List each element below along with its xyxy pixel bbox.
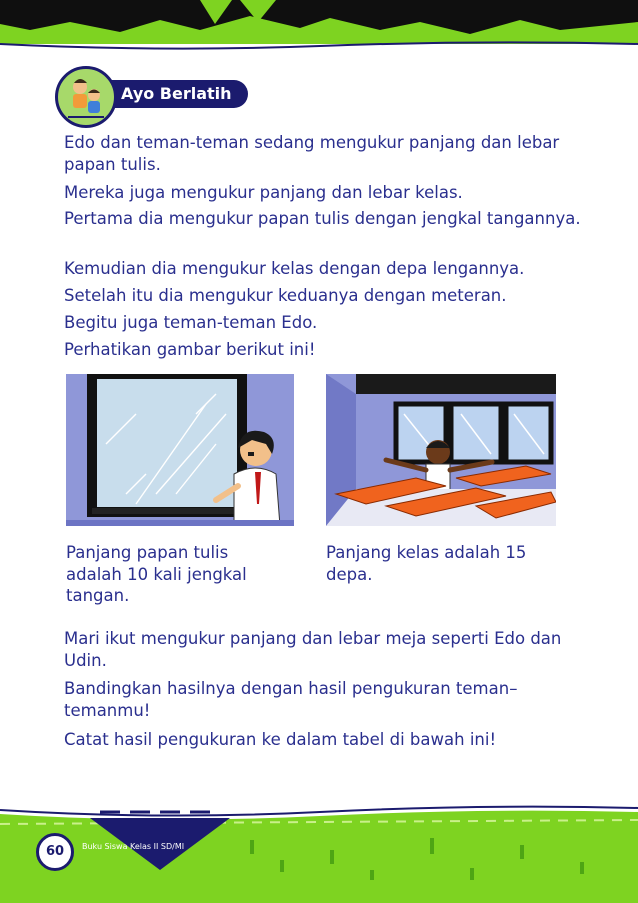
top-decorative-band xyxy=(0,0,638,60)
figure-caption: Panjang papan tulis adalah 10 kali jengkal tangan. xyxy=(66,543,247,605)
intro-paragraph: Pertama dia mengukur papan tulis dengan jengkal tangannya. xyxy=(64,209,581,228)
figure-caption: Panjang kelas adalah 15 depa. xyxy=(326,543,527,584)
intro-paragraph: Setelah itu dia mengukur keduanya dengan meteran. xyxy=(64,286,507,305)
closing-paragraph: Bandingkan hasilnya dengan hasil pengukuran teman–temanmu! xyxy=(64,679,518,720)
section-badge xyxy=(55,66,265,126)
intro-paragraph: Edo dan teman-teman sedang mengukur panjang dan lebar papan tulis. xyxy=(64,133,560,174)
intro-paragraph: Kemudian dia mengukur kelas dengan depa lengannya. xyxy=(64,259,525,278)
intro-paragraph: Mereka juga mengukur panjang dan lebar kelas. xyxy=(64,183,463,202)
section-title: Ayo Berlatih xyxy=(103,80,248,108)
children-playing-icon xyxy=(55,66,117,128)
page-number: 60 xyxy=(36,833,74,871)
closing-paragraph: Catat hasil pengukuran ke dalam tabel di bawah ini! xyxy=(64,730,497,749)
intro-paragraph: Begitu juga teman-teman Edo. xyxy=(64,313,318,332)
boy-measuring-whiteboard-icon xyxy=(66,374,294,526)
boy-measuring-classroom-icon xyxy=(326,374,556,526)
footer-book-title: Buku Siswa Kelas II SD/MI xyxy=(82,842,185,851)
closing-paragraph: Mari ikut mengukur panjang dan lebar meja seperti Edo dan Udin. xyxy=(64,629,562,670)
intro-paragraph: Perhatikan gambar berikut ini! xyxy=(64,340,316,359)
